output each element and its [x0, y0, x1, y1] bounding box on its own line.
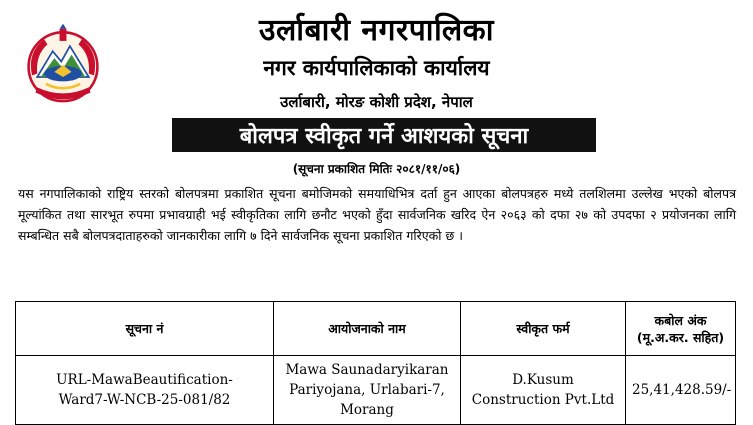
header-bid-amount-line2: (मू.अ.कर. सहित)	[636, 329, 725, 345]
cell-approved-firm	[461, 356, 626, 425]
table-row	[16, 356, 736, 425]
header-notice-no: सूचना नं	[16, 302, 274, 356]
firm-line1: D.Kusum	[512, 372, 574, 388]
cell-bid-amount: 25,41,428.59/-	[626, 356, 736, 425]
cell-notice-no	[16, 356, 274, 425]
notice-no-line1: URL-MawaBeautification-	[56, 372, 233, 388]
municipality-name: उर्लाबारी नगरपालिका	[259, 13, 494, 48]
notice-body: यस नगपालिकाको राष्ट्रिय स्तरको बोलपत्रमा प्रकाशित सूचना बमोजिमको समयाधिभित्र दर्ता हुन आएका बोलपत्रहरु मध्ये तलशिलमा उल्लेख भएको बोलपत्र मूल्यांकित तथा सारभूत रुपमा प्रभावग्राही भई स्वीकृतिका लागि छनौट भएको हुँदा सार्वजनिक खरिद ऐन २०६३ को दफा २७ को उपदफा २ प्रयोजनका लागि सम्बन्धित सबै बोलपत्रदाताहरुको जानकारीका लागि ७ दिने सार्वजनिक सूचना प्रकाशित गरिएको छ ।	[18, 186, 736, 243]
project-line2: Pariyojana, Urlabari-7, Morang	[289, 382, 445, 418]
header-bid-amount	[626, 302, 736, 356]
table-header-row	[16, 302, 736, 356]
header-project-name: आयोजनाको नाम	[274, 302, 461, 356]
firm-line2: Construction Pvt.Ltd	[471, 392, 615, 408]
office-address: उर्लाबारी, मोरङ कोशी प्रदेश, नेपाल	[280, 93, 473, 111]
header-approved-firm: स्वीकृत फर्म	[461, 302, 626, 356]
project-line1: Mawa Saunadaryikaran	[285, 362, 449, 378]
cell-project-name	[274, 356, 461, 425]
notice-title: बोलपत्र स्वीकृत गर्ने आशयको सूचना	[239, 124, 529, 149]
header-bid-amount-line1: कबोल अंक	[654, 312, 707, 328]
notice-no-line2: Ward7-W-NCB-25-081/82	[58, 392, 231, 408]
notice-title-banner	[172, 118, 596, 152]
bid-approval-table	[15, 301, 736, 425]
published-date: (सूचना प्रकाशित मितिः २०८१/११/०६)	[292, 162, 461, 176]
office-name: नगर कार्यपालिकाको कार्यालय	[263, 56, 490, 80]
